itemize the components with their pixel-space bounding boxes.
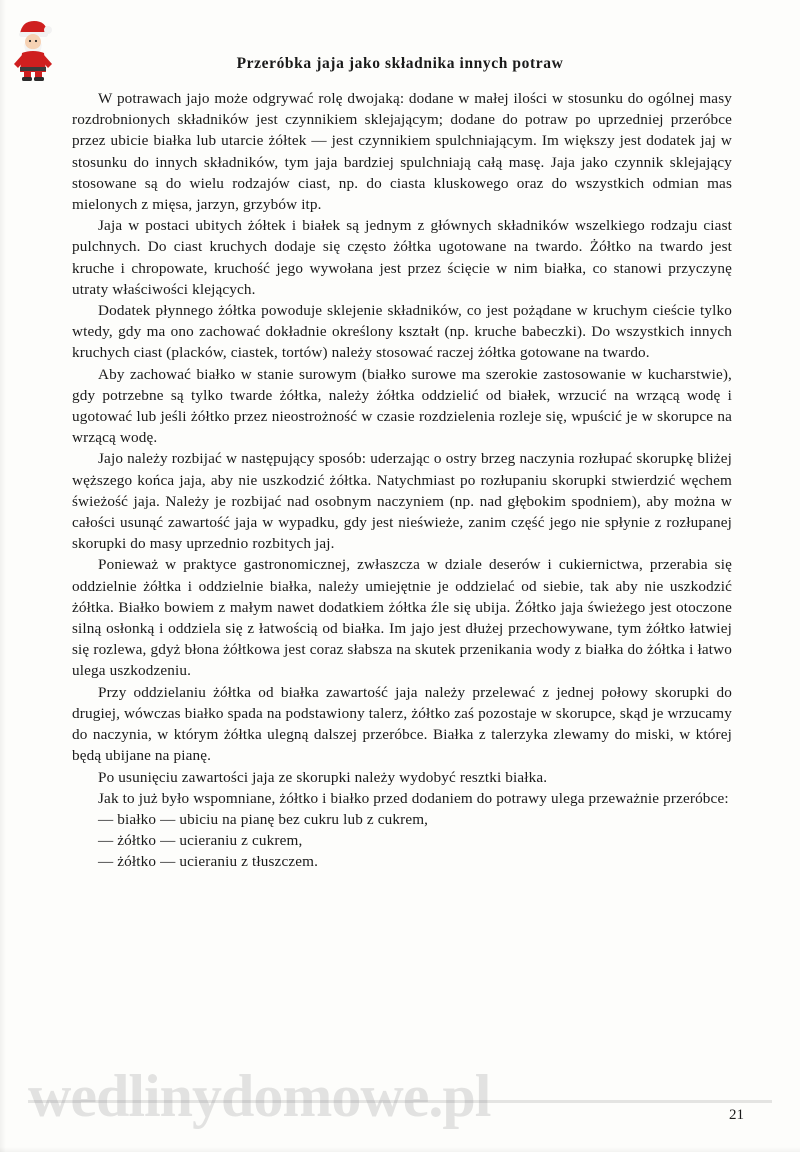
page-edge-shadow-bottom <box>0 1147 800 1152</box>
paragraph: Po usunięciu zawartości jaja ze skorupki należy wydobyć resztki białka. <box>98 768 548 786</box>
paragraph: Jajo należy rozbijać w następujący sposób: uderzając o ostry brzeg naczynia rozłupać skorupkę bliżej węższego końca jaja, aby nie uszkodzić żółtka. Natychmiast po rozłupaniu skorupki stwierdzić węchem świeżość jaja. Należy je rozbijać nad osobnym naczyniem (np. nad głębokim spodniem), aby można w całości usunąć zawartość jaja w wypadku, gdy jest nieświeże, zanim część jego nie spłynie z rozłupanej skorupki do masy uprzednio rozbitych jaj. <box>72 450 732 553</box>
paragraph: W potrawach jajo może odgrywać rolę dwojaką: dodane w małej ilości w stosunku do ogólnej masy rozdrobnionych składników jest czynnikiem sklejającym; dodane do potraw po uprzedniej przeróbce przez ubicie białka lub utarcie żółtek — jest czynnikiem spulchniającym. Im większy jest dodatek jaj w stosunku do innych składników, tym jaja bardziej spulchniają całą masę. Jaja jako czynnik sklejający stosowane są do wielu rodzajów ciast, np. do ciasta kluskowego oraz do wszystkich odmian mas mielonych z mięsa, jarzyn, grzybów itp. <box>72 90 732 214</box>
article-body <box>72 88 732 873</box>
processing-list <box>72 809 732 873</box>
paragraph: Jaja w postaci ubitych żółtek i białek są jednym z głównych składników wszelkiego rodzaju ciast pulchnych. Do ciast kruchych dodaje się często żółtka ugotowane na twardo. Żółtko na twardo jest kruche i chropowate, kruchość jego wywołana jest przez ścięcie w nim białka, co stanowi przyczynę utraty właściwości klejących. <box>72 217 732 298</box>
list-item: — białko — ubiciu na pianę bez cukru lub z cukrem, <box>98 810 429 828</box>
paragraph: Ponieważ w praktyce gastronomicznej, zwłaszcza w dziale deserów i cukiernictwa, przerabia się oddzielnie żółtka i oddzielnie białka, należy umiejętnie je oddzielać od siebie, tak aby nie uszkodzić żółtka. Białko bowiem z małym nawet dodatkiem żółtka źle się ubija. Żółtko jaja świeżego jest otoczone silną osłonką i oddziela się z łatwością od białka. Im jajo jest dłużej przechowywane, tym żółtko łatwiej się rozlewa, gdyż błona żółtkowa jest coraz słabsza na skutek przenikania wody z białka do żółtka i łatwo ulega uszkodzeniu. <box>72 556 732 680</box>
list-item: — żółtko — ucieraniu z cukrem, <box>98 832 303 850</box>
page-title: Przeróbka jaja jako składnika innych potraw <box>236 55 564 72</box>
list-item: — żółtko — ucieraniu z tłuszczem. <box>98 853 319 871</box>
paragraph: Dodatek płynnego żółtka powoduje sklejenie składników, co jest pożądane w kruchym cieście tylko wtedy, gdy ma ono zachować dokładnie określony kształt (np. kruche babeczki). Do wszystkich innych kruchych ciast (placków, ciastek, tortów) należy stosować raczej żółtka gotowane na twardo. <box>72 302 732 362</box>
page-number: 21 <box>729 1107 744 1123</box>
page-edge-shadow-left <box>0 0 6 1152</box>
watermark: wedlinydomowe.pl <box>28 1062 772 1128</box>
paragraph: Aby zachować białko w stanie surowym (białko surowe ma szerokie zastosowanie w kucharstwie), gdy potrzebne są tylko twarde żółtka, należy żółtka oddzielić od białek, wrzucić na wrzącą wodę i ugotować lub jeśli żółtko przez nieostrożność w czasie rozdzielenia rozleje się, wpuścić je w skorupce na wrzącą wodę. <box>72 365 732 447</box>
paragraph: Przy oddzielaniu żółtka od białka zawartość jaja należy przelewać z jednej połowy skorupki do drugiej, wówczas białko spada na podstawiony talerz, żółtko zaś pozostaje w skorupce, skąd je wrzucamy do naczynia, w którym żółtka ulegną dalszej przeróbce. Białka z talerzyka zlewamy do miski, w której będą ubijane na pianę. <box>72 683 732 765</box>
paragraph: Jak to już było wspomniane, żółtko i białko przed dodaniem do potrawy ulega przeważnie przeróbce: <box>98 789 729 807</box>
